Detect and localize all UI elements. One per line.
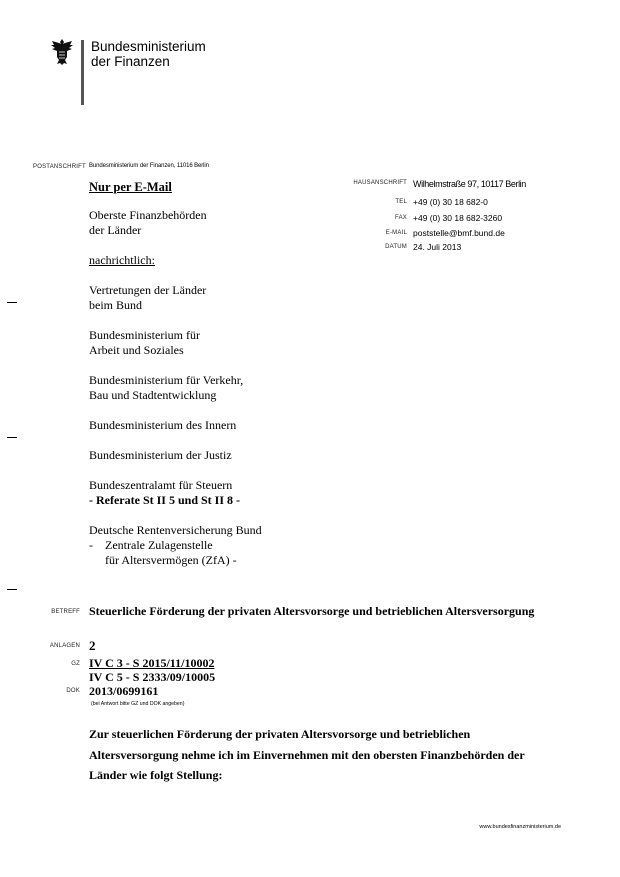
email-label: E-MAIL bbox=[385, 230, 407, 236]
fold-mark bbox=[7, 437, 17, 438]
recipient-line-bold: - Referate St II 5 und St II 8 - bbox=[89, 493, 240, 507]
gz-line-1: IV C 3 - S 2015/11/10002 bbox=[89, 656, 215, 670]
hausanschrift-label: HAUSANSCHRIFT bbox=[353, 180, 407, 186]
postanschrift-label: POSTANSCHRIFT bbox=[33, 164, 86, 170]
recipient-line: beim Bund bbox=[89, 298, 142, 312]
recipient-heading: Nur per E-Mail bbox=[89, 180, 172, 194]
recipient-line: Vertretungen der Länder bbox=[89, 283, 207, 297]
recipient-line: Bundesministerium der Justiz bbox=[89, 448, 232, 462]
subject-line: Steuerliche Förderung der privaten Altersvorsorge und betrieblichen Altersversorgung bbox=[89, 604, 535, 618]
recipient-line: Deutsche Rentenversicherung Bund bbox=[89, 523, 262, 537]
fold-mark bbox=[7, 589, 17, 590]
fax-label: FAX bbox=[395, 215, 407, 221]
gz-label: GZ bbox=[71, 661, 80, 667]
ministry-logo-text bbox=[91, 39, 206, 69]
recipient-address-block bbox=[89, 180, 349, 583]
recipient-line: der Länder bbox=[89, 223, 142, 237]
email-value[interactable]: poststelle@bmf.bund.de bbox=[413, 228, 505, 238]
tel-value: +49 (0) 30 18 682-0 bbox=[413, 197, 488, 207]
gz-line-2: IV C 5 - S 2333/09/10005 bbox=[89, 670, 216, 684]
dok-note: (bei Antwort bitte GZ und DOK angeben) bbox=[91, 701, 185, 707]
logo-divider-bar bbox=[81, 40, 84, 105]
logo-line-1: Bundesministerium bbox=[91, 39, 206, 54]
datum-label: DATUM bbox=[385, 244, 407, 250]
datum-value: 24. Juli 2013 bbox=[413, 242, 462, 252]
recipient-line: für Altersvermögen (ZfA) - bbox=[105, 553, 237, 567]
dok-label: DOK bbox=[66, 688, 80, 694]
recipient-line: Arbeit und Soziales bbox=[89, 343, 184, 357]
recipient-dash: - bbox=[89, 538, 93, 552]
fold-mark bbox=[7, 302, 17, 303]
body-paragraph: Zur steuerlichen Förderung der privaten Altersvorsorge und betrieblichen Altersversorgung nehme ich im Einvernehmen mit den obersten Finanzbehörden der Länder wie folgt Stellung: bbox=[89, 727, 525, 782]
website-url[interactable]: www.bundesfinanzministerium.de bbox=[479, 824, 561, 830]
logo-line-2: der Finanzen bbox=[91, 54, 170, 69]
recipient-line: Bundesministerium für bbox=[89, 328, 200, 342]
anlagen-value: 2 bbox=[89, 638, 96, 653]
fax-value: +49 (0) 30 18 682-3260 bbox=[413, 213, 503, 223]
recipient-line: Bundesministerium des Innern bbox=[89, 418, 237, 432]
recipient-line: Oberste Finanzbehörden bbox=[89, 208, 207, 222]
federal-eagle-icon bbox=[50, 38, 74, 66]
recipient-line: Bau und Stadtentwicklung bbox=[89, 388, 217, 402]
recipient-line: Zentrale Zulagenstelle bbox=[105, 538, 213, 552]
nachrichtlich-label: nachrichtlich: bbox=[89, 253, 155, 267]
betreff-label: BETREFF bbox=[51, 609, 80, 615]
hausanschrift-value: Wilhelmstraße 97, 10117 Berlin bbox=[413, 179, 526, 189]
dok-value: 2013/0699161 bbox=[89, 684, 159, 698]
tel-label: TEL bbox=[395, 199, 407, 205]
recipient-line: Bundeszentralamt für Steuern bbox=[89, 478, 233, 492]
postanschrift-value: Bundesministerium der Finanzen, 11016 Berlin bbox=[89, 163, 209, 169]
anlagen-label: ANLAGEN bbox=[49, 643, 80, 649]
recipient-line: Bundesministerium für Verkehr, bbox=[89, 373, 244, 387]
